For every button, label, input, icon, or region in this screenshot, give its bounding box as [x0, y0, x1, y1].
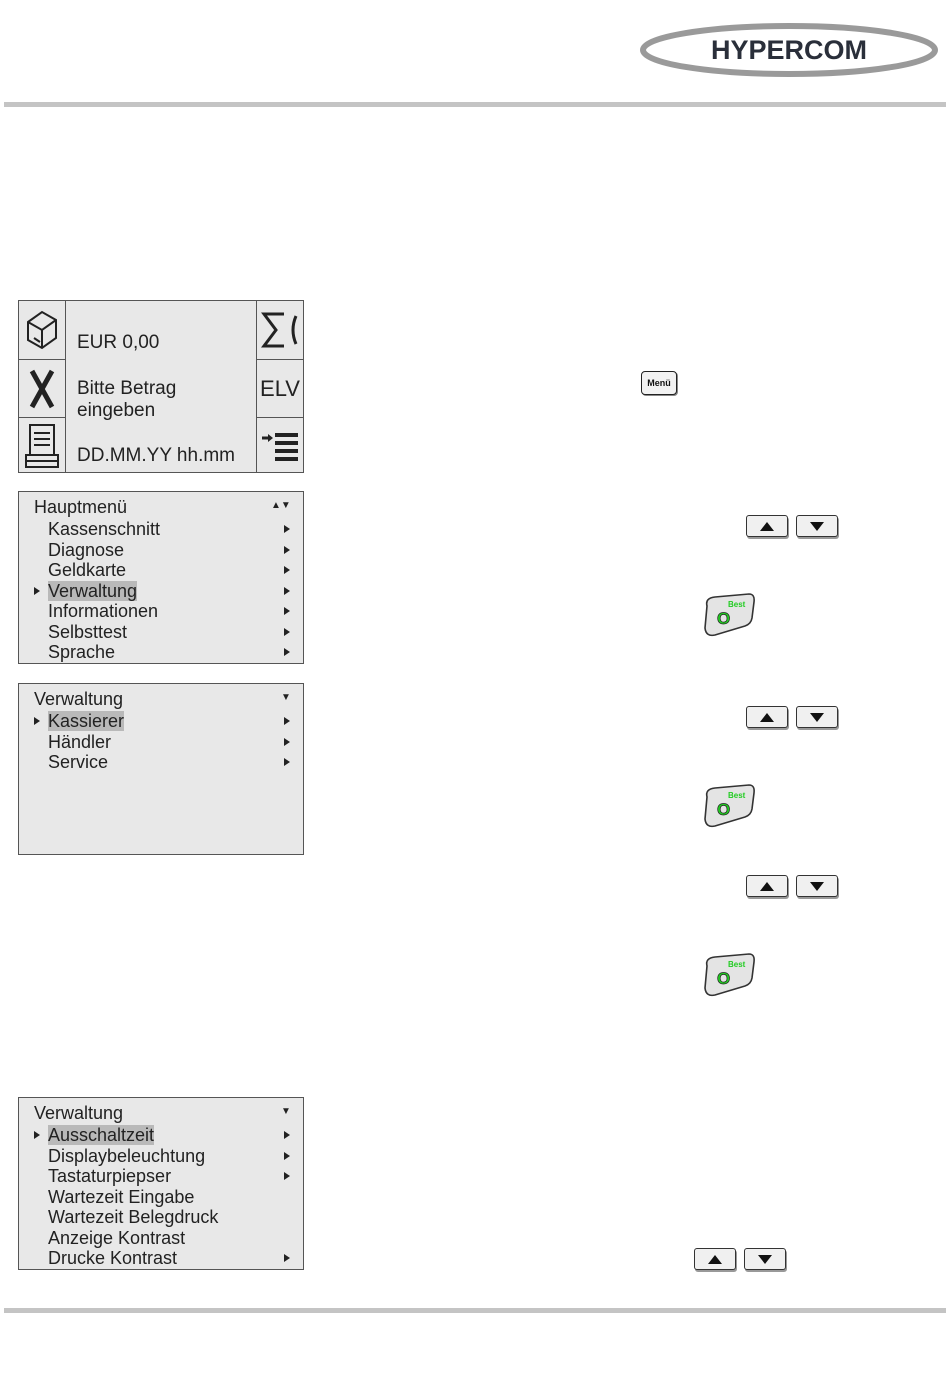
- submenu-arrow-icon: [284, 525, 290, 533]
- verwaltung-haendler-screen: [18, 1097, 304, 1270]
- arrow-up-icon: [760, 882, 774, 891]
- arrow-down-icon: [758, 1255, 772, 1264]
- submenu-arrow-icon: [284, 1152, 290, 1160]
- selection-arrow-icon: [34, 587, 40, 595]
- submenu-arrow-icon: [284, 738, 290, 746]
- ok-key-label: Best: [728, 791, 746, 800]
- menu-item-diagnose[interactable]: Diagnose: [48, 540, 125, 560]
- submenu-arrow-icon: [284, 546, 290, 554]
- submenu-arrow-icon: [284, 648, 290, 656]
- menu-item-wartezeit-eingabe[interactable]: Wartezeit Eingabe: [48, 1187, 195, 1207]
- menu-title: Hauptmenü: [34, 497, 128, 517]
- list-insert-icon[interactable]: [257, 417, 303, 473]
- arrow-down-key[interactable]: [796, 875, 838, 897]
- menu-item-kassenschnitt[interactable]: Kassenschnitt: [48, 519, 161, 539]
- selection-arrow-icon: [34, 1131, 40, 1139]
- elv-softkey[interactable]: [257, 359, 303, 417]
- receipt-printer-icon[interactable]: [19, 417, 65, 473]
- menu-key[interactable]: [641, 371, 677, 395]
- hypercom-logo: [640, 22, 938, 78]
- menu-item-selbsttest[interactable]: Selbsttest: [48, 622, 128, 642]
- menu-item-tastaturpiepser[interactable]: Tastaturpiepser: [48, 1166, 172, 1186]
- menu-item-geldkarte[interactable]: Geldkarte: [48, 560, 127, 580]
- prompt-line-1: Bitte Betrag: [77, 378, 177, 399]
- prompt-line-2: eingeben: [77, 400, 156, 421]
- arrow-up-icon: [760, 522, 774, 531]
- ok-best-key[interactable]: [701, 952, 757, 998]
- arrow-down-key[interactable]: [796, 515, 838, 537]
- arrow-up-icon: [760, 713, 774, 722]
- menu-item-service[interactable]: Service: [48, 752, 109, 772]
- arrow-down-icon: [810, 882, 824, 891]
- arrow-down-key[interactable]: [796, 706, 838, 728]
- hauptmenu-screen: [18, 491, 304, 664]
- menu-item-anzeige-kontrast[interactable]: Anzeige Kontrast: [48, 1228, 186, 1248]
- ok-symbol: O: [717, 609, 731, 628]
- menu-item-ausschaltzeit[interactable]: Ausschaltzeit: [48, 1125, 154, 1145]
- menu-item-drucke-kontrast[interactable]: Drucke Kontrast: [48, 1248, 178, 1268]
- submenu-arrow-icon: [284, 1254, 290, 1262]
- verwaltung-screen: [18, 683, 304, 855]
- menu-item-haendler[interactable]: Händler: [48, 732, 112, 752]
- ok-symbol: O: [717, 800, 731, 819]
- arrow-down-icon: [810, 522, 824, 531]
- header-divider: [4, 102, 946, 107]
- menu-item-sprache[interactable]: Sprache: [48, 642, 116, 662]
- arrow-up-key[interactable]: [694, 1248, 736, 1270]
- logo-text: HYPERCOM: [710, 35, 868, 65]
- arrow-down-key[interactable]: [744, 1248, 786, 1270]
- menu-title: Verwaltung: [34, 689, 124, 709]
- submenu-arrow-icon: [284, 607, 290, 615]
- sum-icon[interactable]: [257, 301, 303, 358]
- ok-key-label: Best: [728, 600, 746, 609]
- amount-display: EUR 0,00: [77, 332, 160, 353]
- elv-label: ELV: [260, 375, 300, 401]
- ok-symbol: O: [717, 969, 731, 988]
- arrow-up-key[interactable]: [746, 875, 788, 897]
- submenu-arrow-icon: [284, 628, 290, 636]
- submenu-arrow-icon: [284, 1131, 290, 1139]
- menu-item-wartezeit-belegdruck[interactable]: Wartezeit Belegdruck: [48, 1207, 219, 1227]
- ok-key-label: Best: [728, 960, 746, 969]
- scroll-indicator: ▲▼: [271, 500, 291, 511]
- box-icon[interactable]: [19, 301, 65, 358]
- scroll-indicator: ▼: [281, 1106, 291, 1117]
- arrow-up-key[interactable]: [746, 515, 788, 537]
- menu-item-informationen[interactable]: Informationen: [48, 601, 159, 621]
- ok-best-key[interactable]: [701, 592, 757, 638]
- scroll-indicator: ▼: [281, 692, 291, 703]
- menu-item-verwaltung[interactable]: Verwaltung: [48, 581, 137, 601]
- arrow-down-icon: [810, 713, 824, 722]
- submenu-arrow-icon: [284, 566, 290, 574]
- submenu-arrow-icon: [284, 1172, 290, 1180]
- submenu-arrow-icon: [284, 587, 290, 595]
- footer-divider: [4, 1308, 946, 1313]
- menu-item-kassierer[interactable]: Kassierer: [48, 711, 124, 731]
- ok-best-key[interactable]: [701, 783, 757, 829]
- datetime-display: DD.MM.YY hh.mm: [77, 445, 236, 466]
- submenu-arrow-icon: [284, 717, 290, 725]
- menu-title: Verwaltung: [34, 1103, 124, 1123]
- left-softkey-column: [19, 301, 66, 472]
- idle-screen: [18, 300, 304, 473]
- submenu-arrow-icon: [284, 758, 290, 766]
- menu-key-label: Menü: [647, 378, 671, 388]
- arrow-up-key[interactable]: [746, 706, 788, 728]
- right-softkey-column: [256, 301, 303, 472]
- cancel-x-icon[interactable]: [19, 359, 65, 417]
- arrow-up-icon: [708, 1255, 722, 1264]
- selection-arrow-icon: [34, 717, 40, 725]
- menu-item-displaybeleuchtung[interactable]: Displaybeleuchtung: [48, 1146, 206, 1166]
